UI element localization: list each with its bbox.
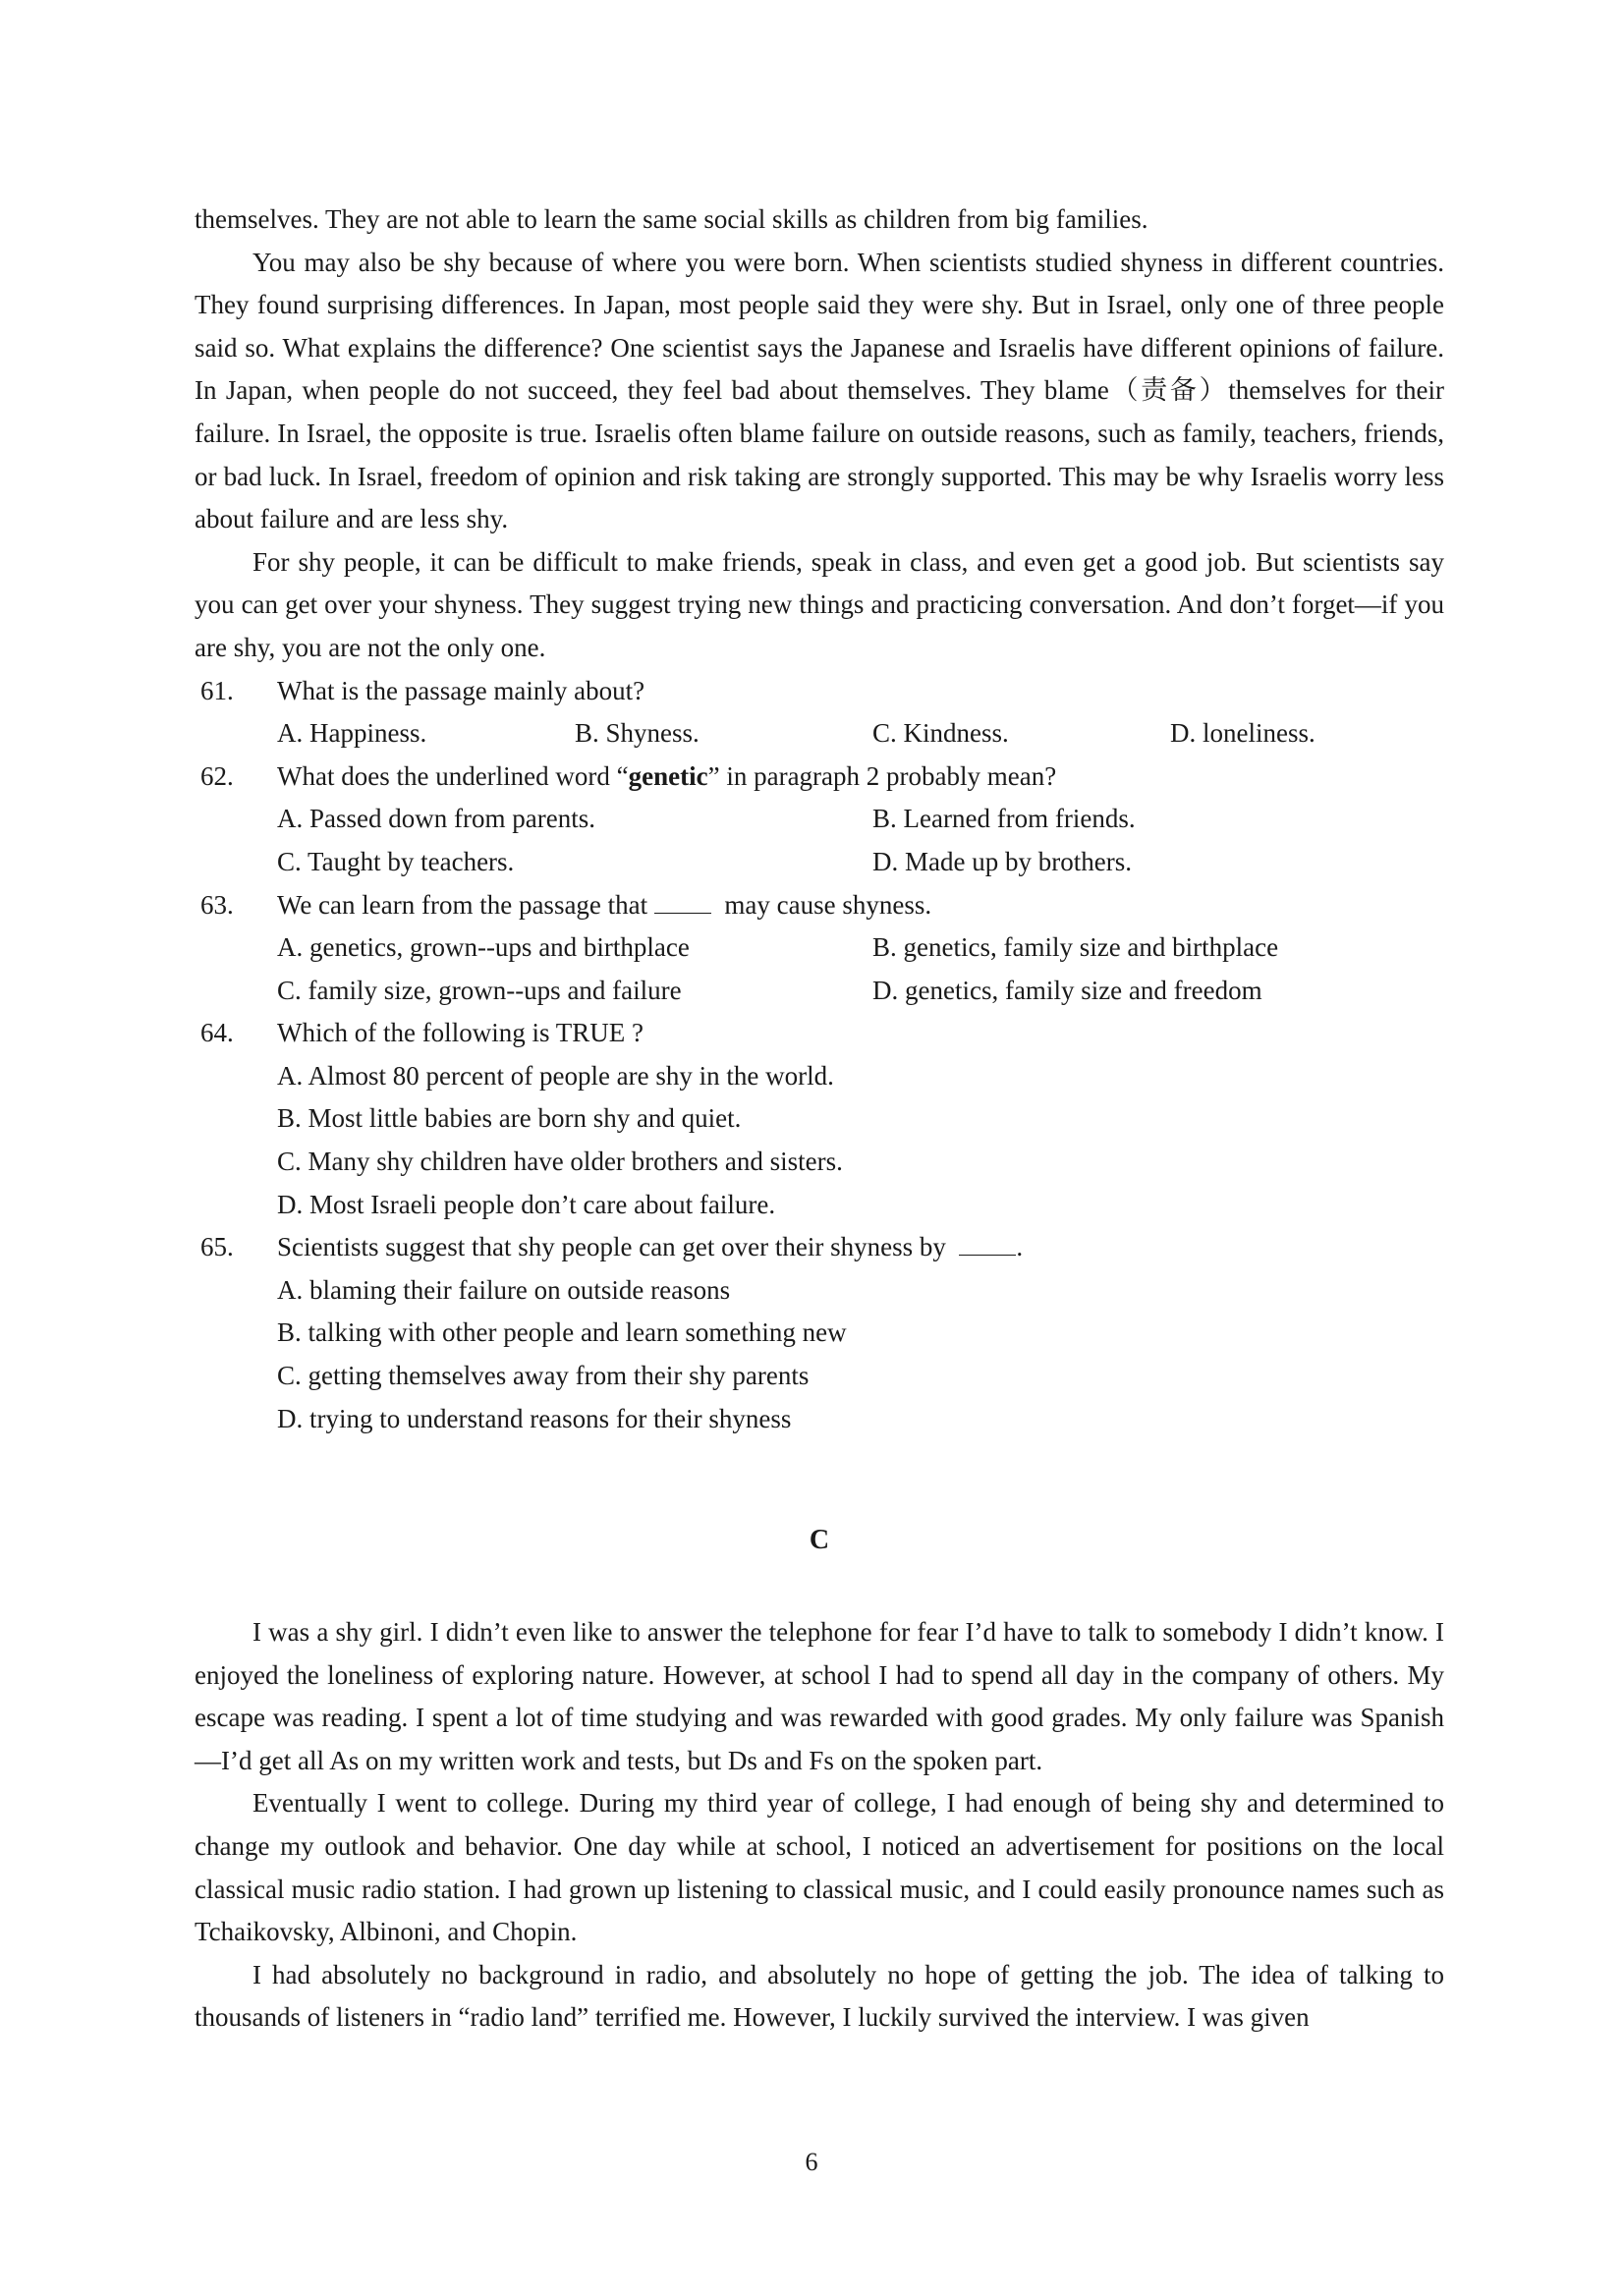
option-a: A. Almost 80 percent of people are shy in the world. <box>277 1060 834 1091</box>
question-64 <box>195 1012 1444 1226</box>
question-stem <box>277 884 1444 927</box>
question-number: 61. <box>200 675 234 705</box>
option-a: A. Passed down from parents. <box>277 804 595 834</box>
stem-before: We can learn from the passage that <box>277 889 648 920</box>
question-62 <box>195 756 1444 884</box>
stem-before: What does the underlined word “ <box>277 760 629 791</box>
paragraph-continued: themselves. They are not able to learn the same social skills as children from big families. <box>195 204 1148 234</box>
option-c: C. Taught by teachers. <box>277 846 515 876</box>
answer-blank <box>959 1231 1016 1256</box>
option-d: D. trying to understand reasons for their shyness <box>277 1403 792 1433</box>
options <box>277 926 1444 1012</box>
page-number: 6 <box>805 2148 818 2176</box>
question-number: 65. <box>200 1232 234 1262</box>
question-stem: What is the passage mainly about? <box>277 675 645 705</box>
answer-blank <box>654 889 711 914</box>
option-d: D. genetics, family size and freedom <box>872 975 1262 1005</box>
option-b: B. genetics, family size and birthplace <box>872 932 1279 963</box>
paragraph-3: I had absolutely no background in radio, and absolutely no hope of getting the job. The idea of talking to thousands of listeners in “radio land” terrified me. However, I luckily survived the interview. I was given <box>195 1959 1444 2033</box>
question-61 <box>195 670 1444 756</box>
option-a: A. Happiness. <box>277 718 427 749</box>
stem-after: ” in paragraph 2 probably mean? <box>707 760 1057 791</box>
question-65 <box>195 1226 1444 1440</box>
paragraph-advice: For shy people, it can be difficult to make friends, speak in class, and even get a good job. But scientists say you can get over your shyness. They suggest trying new things and practicing conversation. And don’t forget—if you are shy, you are not the only one. <box>195 546 1444 662</box>
options <box>277 712 1444 756</box>
stem-after: may cause shyness. <box>724 889 932 920</box>
option-d: D. loneliness. <box>1170 718 1315 749</box>
keyword-genetic: genetic <box>628 760 708 791</box>
option-c: C. Many shy children have older brothers and sisters. <box>277 1147 843 1177</box>
stem-before: Scientists suggest that shy people can get over their shyness by <box>277 1232 946 1262</box>
question-stem <box>277 1226 1444 1269</box>
option-c: C. getting themselves away from their shy parents <box>277 1361 810 1391</box>
option-c: C. family size, grown--ups and failure <box>277 975 682 1005</box>
passage-c <box>195 1611 1444 2040</box>
option-b: B. Shyness. <box>575 718 700 749</box>
question-stem <box>277 756 1444 799</box>
paragraph-birthplace: You may also be shy because of where you were born. When scientists studied shyness in different countries. They found surprising differences. In Japan, most people said they were shy. But in Israel, only one of three people said so. What explains the difference? One scientist says the Japanese and Israelis have different opinions of failure. In Japan, when people do not succeed, they feel bad about themselves. They blame（责备）themselves for their failure. In Israel, the opposite is true. Israelis often blame failure on outside reasons, such as family, teachers, friends, or bad luck. In Israel, freedom of opinion and risk taking are strongly supported. This may be why Israelis worry less about failure and are less shy. <box>195 247 1444 534</box>
question-stem: Which of the following is TRUE ? <box>277 1018 644 1048</box>
question-number: 62. <box>200 760 234 791</box>
option-b: B. talking with other people and learn something new <box>277 1317 847 1348</box>
option-a: A. blaming their failure on outside reasons <box>277 1274 731 1305</box>
section-heading: C <box>809 1525 830 1555</box>
paragraph-2: Eventually I went to college. During my third year of college, I had enough of being shy and determined to change my outlook and behavior. One day while at school, I noticed an advertisement for positions on the local classical music radio station. I had grown up listening to classical music, and I could easily pronounce names such as Tchaikovsky, Albinoni, and Chopin. <box>195 1788 1444 1947</box>
question-number: 63. <box>200 889 234 920</box>
paragraph-1: I was a shy girl. I didn’t even like to answer the telephone for fear I’d have to talk to somebody I didn’t know. I enjoyed the loneliness of exploring nature. However, at school I had to spend all day in the company of others. My escape was reading. I spent a lot of time studying and was rewarded with good grades. My only failure was Spanish —I’d get all As on my written work and tests, but Ds and Fs on the spoken part. <box>195 1617 1444 1775</box>
option-b: B. Learned from friends. <box>872 804 1136 834</box>
options <box>277 798 1444 883</box>
question-number: 64. <box>200 1018 234 1048</box>
option-b: B. Most little babies are born shy and quiet. <box>277 1103 742 1134</box>
passage-b-continued <box>195 198 1444 1440</box>
question-63 <box>195 884 1444 1013</box>
option-c: C. Kindness. <box>872 718 1009 749</box>
option-d: D. Made up by brothers. <box>872 846 1132 876</box>
option-a: A. genetics, grown--ups and birthplace <box>277 932 690 963</box>
option-d: D. Most Israeli people don’t care about failure. <box>277 1189 776 1219</box>
stem-after: . <box>1016 1232 1024 1262</box>
